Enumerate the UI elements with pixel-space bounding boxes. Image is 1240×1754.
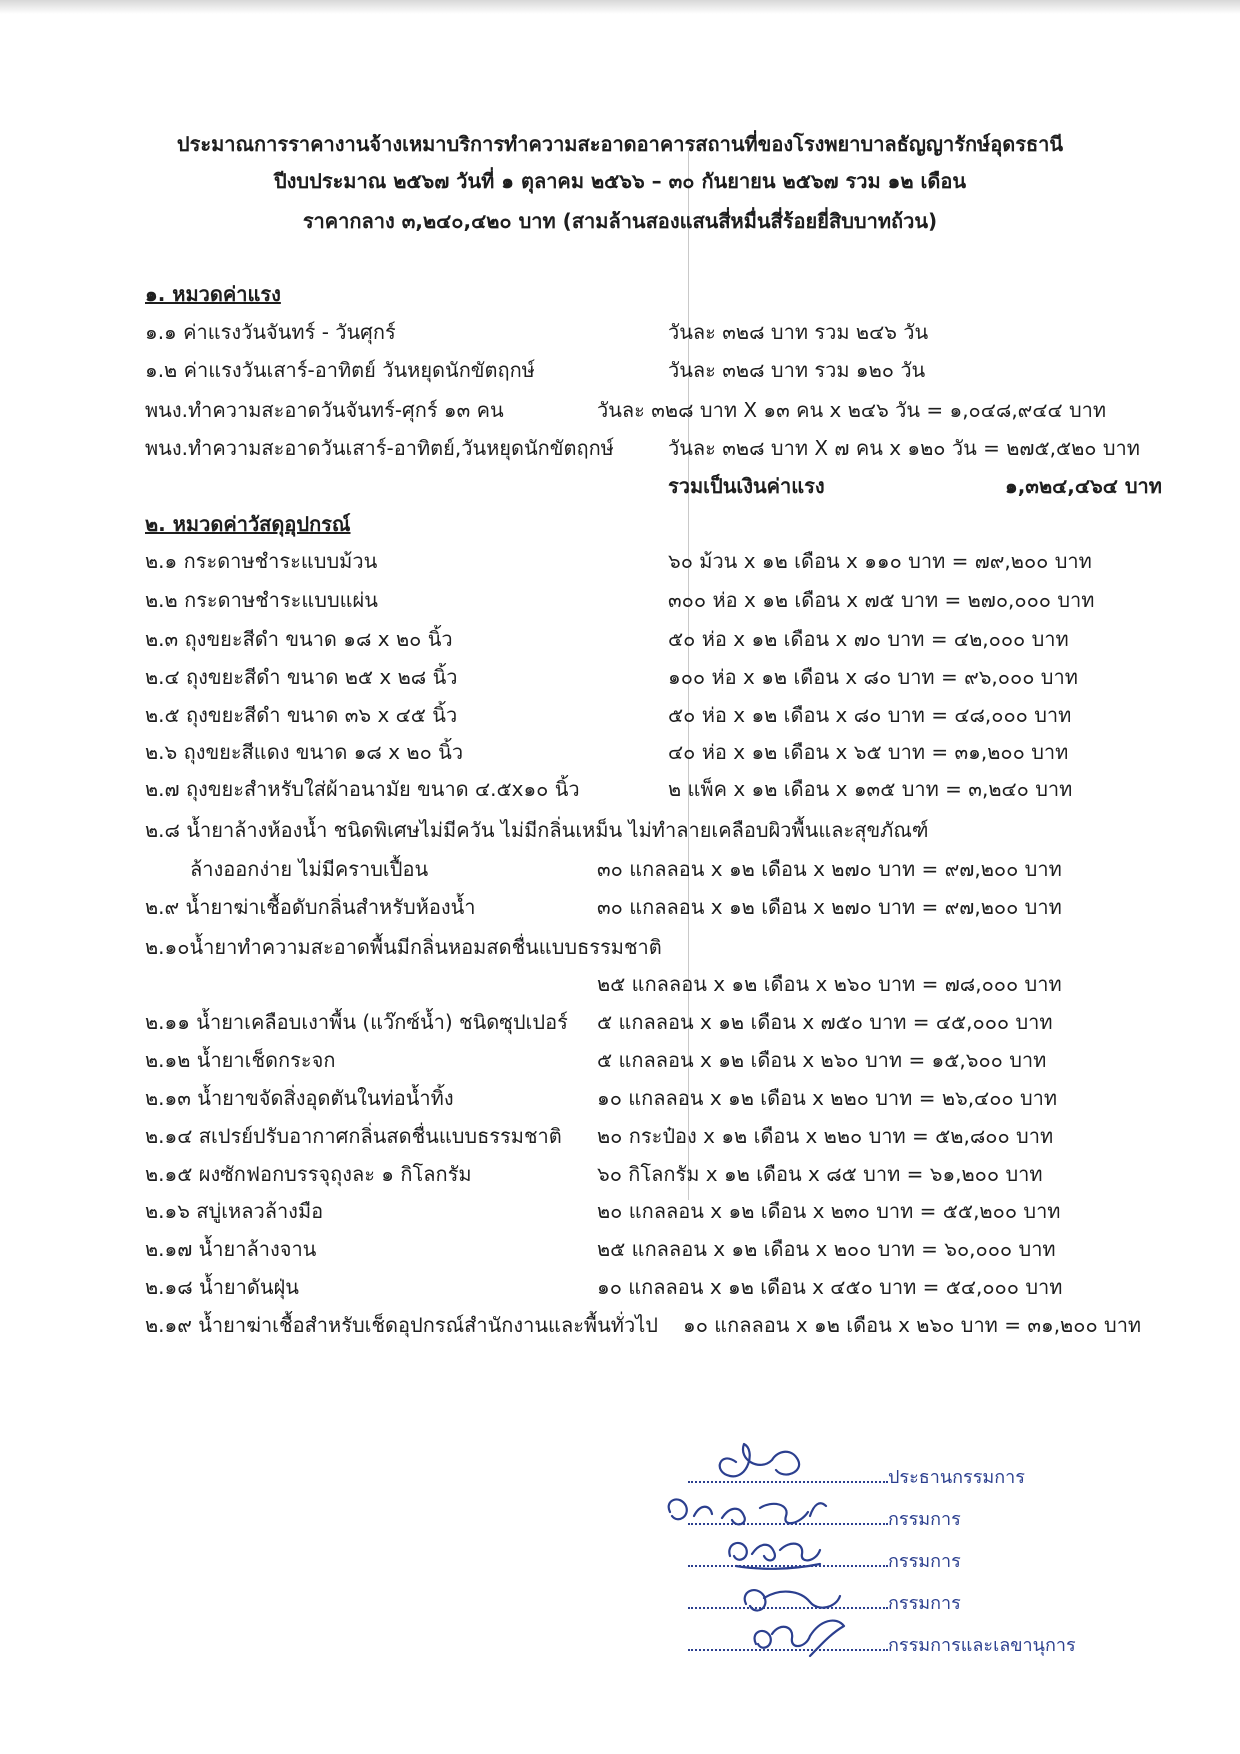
labor-item-1-2-value: วันละ ๓๒๘ บาท รวม ๑๒๐ วัน xyxy=(668,358,926,382)
material-label: ๒.๖ ถุงขยะสีแดง ขนาด ๑๘ x ๒๐ นิ้ว xyxy=(145,740,464,764)
signature-line-member-2 xyxy=(688,1546,961,1575)
material-value: ๕ แกลลอน x ๑๒ เดือน x ๒๖๐ บาท = ๑๕,๖๐๐ บาท xyxy=(597,1048,1047,1072)
signature-dots xyxy=(688,1565,888,1567)
material-label: ๒.๔ ถุงขยะสีดำ ขนาด ๒๕ x ๒๘ นิ้ว xyxy=(145,665,458,689)
material-label: ๒.๑๙ น้ำยาฆ่าเชื้อสำหรับเช็ดอุปกรณ์สำนักงานและพื้นทั่วไป xyxy=(145,1313,658,1337)
material-value: ๓๐๐ ห่อ x ๑๒ เดือน x ๗๕ บาท = ๒๗๐,๐๐๐ บาท xyxy=(668,588,1095,612)
material-value: ๒๕ แกลลอน x ๑๒ เดือน x ๒๐๐ บาท = ๖๐,๐๐๐ บาท xyxy=(597,1237,1056,1261)
material-label: ๒.๑ กระดาษชำระแบบม้วน xyxy=(145,549,378,573)
labor-total-label: รวมเป็นเงินค่าแรง xyxy=(668,474,825,498)
signature-dots xyxy=(688,1607,888,1609)
material-label: ๒.๒ กระดาษชำระแบบแผ่น xyxy=(145,588,378,612)
signature-line-chair xyxy=(688,1462,1025,1491)
material-label: ๒.๗ ถุงขยะสำหรับใส่ผ้าอนามัย ขนาด ๔.๕x๑๐ นิ้ว xyxy=(145,777,580,801)
signature-line-member-1 xyxy=(688,1504,961,1533)
signature-role-member-1: กรรมการ xyxy=(888,1509,961,1530)
signature-dots xyxy=(688,1481,888,1483)
staff-weekday-label: พนง.ทำความสะอาดวันจันทร์-ศุกร์ ๑๓ คน xyxy=(145,398,504,422)
signature-role-member-3: กรรมการ xyxy=(888,1593,961,1614)
material-label: ๒.๑๒ น้ำยาเช็ดกระจก xyxy=(145,1048,336,1072)
material-label: ๒.๑๔ สเปรย์ปรับอากาศกลิ่นสดชื่นแบบธรรมชาติ xyxy=(145,1124,562,1148)
labor-total-value: ๑,๓๒๔,๔๖๔ บาท xyxy=(1005,474,1162,498)
materials-heading: ๒. หมวดค่าวัสดุอุปกรณ์ xyxy=(145,512,351,536)
material-value: ๑๐ แกลลอน x ๑๒ เดือน x ๒๒๐ บาท = ๒๖,๔๐๐ บาท xyxy=(597,1086,1058,1110)
material-label: ๒.๑๓ น้ำยาขจัดสิ่งอุดตันในท่อน้ำทิ้ง xyxy=(145,1086,454,1110)
material-value: ๕๐ ห่อ x ๑๒ เดือน x ๗๐ บาท = ๔๒,๐๐๐ บาท xyxy=(668,627,1069,651)
material-label: ๒.๑๖ สบู่เหลวล้างมือ xyxy=(145,1199,324,1223)
signature-line-secretary xyxy=(688,1630,1076,1659)
median-price-line: ราคากลาง ๓,๒๔๐,๔๒๐ บาท (สามล้านสองแสนสี่หมื่นสี่ร้อยยี่สิบบาทถ้วน) xyxy=(302,209,938,233)
material-value: ๒ แพ็ค x ๑๒ เดือน x ๑๓๕ บาท = ๓,๒๔๐ บาท xyxy=(668,777,1073,801)
material-label: ๒.๑๕ ผงซักฟอกบรรจุถุงละ ๑ กิโลกรัม xyxy=(145,1162,472,1186)
scan-edge xyxy=(0,0,1240,14)
material-value: ๕๐ ห่อ x ๑๒ เดือน x ๘๐ บาท = ๔๘,๐๐๐ บาท xyxy=(668,703,1072,727)
material-label: ๒.๙ น้ำยาฆ่าเชื้อดับกลิ่นสำหรับห้องน้ำ xyxy=(145,895,476,919)
material-label: ๒.๓ ถุงขยะสีดำ ขนาด ๑๘ x ๒๐ นิ้ว xyxy=(145,627,453,651)
signature-dots xyxy=(688,1523,888,1525)
material-label: ๒.๑๑ น้ำยาเคลือบเงาพื้น (แว๊กซ์น้ำ) ชนิดซุปเปอร์ xyxy=(145,1010,568,1034)
signature-dots xyxy=(688,1649,888,1651)
material-label: ๒.๑๐น้ำยาทำความสะอาดพื้นมีกลิ่นหอมสดชื่นแบบธรรมชาติ xyxy=(145,935,662,959)
material-value: ๓๐ แกลลอน x ๑๒ เดือน x ๒๗๐ บาท = ๙๗,๒๐๐ บาท xyxy=(597,857,1062,881)
signature-role-chair: ประธานกรรมการ xyxy=(888,1467,1025,1488)
material-value: ๕ แกลลอน x ๑๒ เดือน x ๗๕๐ บาท = ๔๕,๐๐๐ บาท xyxy=(597,1010,1053,1034)
labor-item-1-2-label: ๑.๒ ค่าแรงวันเสาร์-อาทิตย์ วันหยุดนักขัตฤกษ์ xyxy=(145,358,535,382)
material-label: ๒.๑๗ น้ำยาล้างจาน xyxy=(145,1237,317,1261)
labor-heading: ๑. หมวดค่าแรง xyxy=(145,282,281,306)
material-label: ๒.๕ ถุงขยะสีดำ ขนาด ๓๖ x ๔๕ นิ้ว xyxy=(145,703,458,727)
material-value: ๒๐ กระป๋อง x ๑๒ เดือน x ๒๒๐ บาท = ๕๒,๘๐๐ บาท xyxy=(597,1124,1054,1148)
staff-weekend-label: พนง.ทำความสะอาดวันเสาร์-อาทิตย์,วันหยุดนักขัตฤกษ์ xyxy=(145,436,614,460)
signature-line-member-3 xyxy=(688,1588,961,1617)
staff-weekend-value: วันละ ๓๒๘ บาท X ๗ คน x ๑๒๐ วัน = ๒๗๕,๕๒๐ บาท xyxy=(668,436,1140,460)
labor-item-1-1-value: วันละ ๓๒๘ บาท รวม ๒๔๖ วัน xyxy=(668,320,929,344)
material-label: ๒.๘ น้ำยาล้างห้องน้ำ ชนิดพิเศษไม่มีควัน ไม่มีกลิ่นเหม็น ไม่ทำลายเคลือบผิวพื้นและสุขภัณฑ์ xyxy=(145,818,929,842)
material-value: ๔๐ ห่อ x ๑๒ เดือน x ๖๕ บาท = ๓๑,๒๐๐ บาท xyxy=(668,740,1069,764)
material-value: ๖๐ ม้วน x ๑๒ เดือน x ๑๑๐ บาท = ๗๙,๒๐๐ บาท xyxy=(668,549,1092,573)
material-value: ๖๐ กิโลกรัม x ๑๒ เดือน x ๘๕ บาท = ๖๑,๒๐๐ บาท xyxy=(597,1162,1043,1186)
material-label-continued: ล้างออกง่าย ไม่มีคราบเปื้อน xyxy=(190,857,429,881)
signature-role-member-2: กรรมการ xyxy=(888,1551,961,1572)
material-label: ๒.๑๘ น้ำยาดันฝุ่น xyxy=(145,1275,299,1299)
material-value: ๒๐ แกลลอน x ๑๒ เดือน x ๒๓๐ บาท = ๕๕,๒๐๐ บาท xyxy=(597,1199,1061,1223)
material-value: ๑๐ แกลลอน x ๑๒ เดือน x ๒๖๐ บาท = ๓๑,๒๐๐ บาท xyxy=(683,1313,1142,1337)
document-title: ประมาณการราคางานจ้างเหมาบริการทำความสะอาดอาคารสถานที่ของโรงพยาบาลธัญญารักษ์อุดรธานี xyxy=(176,132,1064,156)
material-value: ๑๐๐ ห่อ x ๑๒ เดือน x ๘๐ บาท = ๙๖,๐๐๐ บาท xyxy=(668,665,1078,689)
material-value: ๒๕ แกลลอน x ๑๒ เดือน x ๒๖๐ บาท = ๗๘,๐๐๐ บาท xyxy=(597,972,1062,996)
fiscal-year-line: ปีงบประมาณ ๒๕๖๗ วันที่ ๑ ตุลาคม ๒๕๖๖ – ๓๐ กันยายน ๒๕๖๗ รวม ๑๒ เดือน xyxy=(273,169,967,193)
material-value: ๓๐ แกลลอน x ๑๒ เดือน x ๒๗๐ บาท = ๙๗,๒๐๐ บาท xyxy=(597,895,1062,919)
labor-item-1-1-label: ๑.๑ ค่าแรงวันจันทร์ - วันศุกร์ xyxy=(145,320,396,344)
material-value: ๑๐ แกลลอน x ๑๒ เดือน x ๔๕๐ บาท = ๕๔,๐๐๐ บาท xyxy=(597,1275,1063,1299)
signature-role-secretary: กรรมการและเลขานุการ xyxy=(888,1635,1076,1656)
staff-weekday-value: วันละ ๓๒๘ บาท X ๑๓ คน x ๒๔๖ วัน = ๑,๐๔๘,๙๔๔ บาท xyxy=(597,398,1107,422)
